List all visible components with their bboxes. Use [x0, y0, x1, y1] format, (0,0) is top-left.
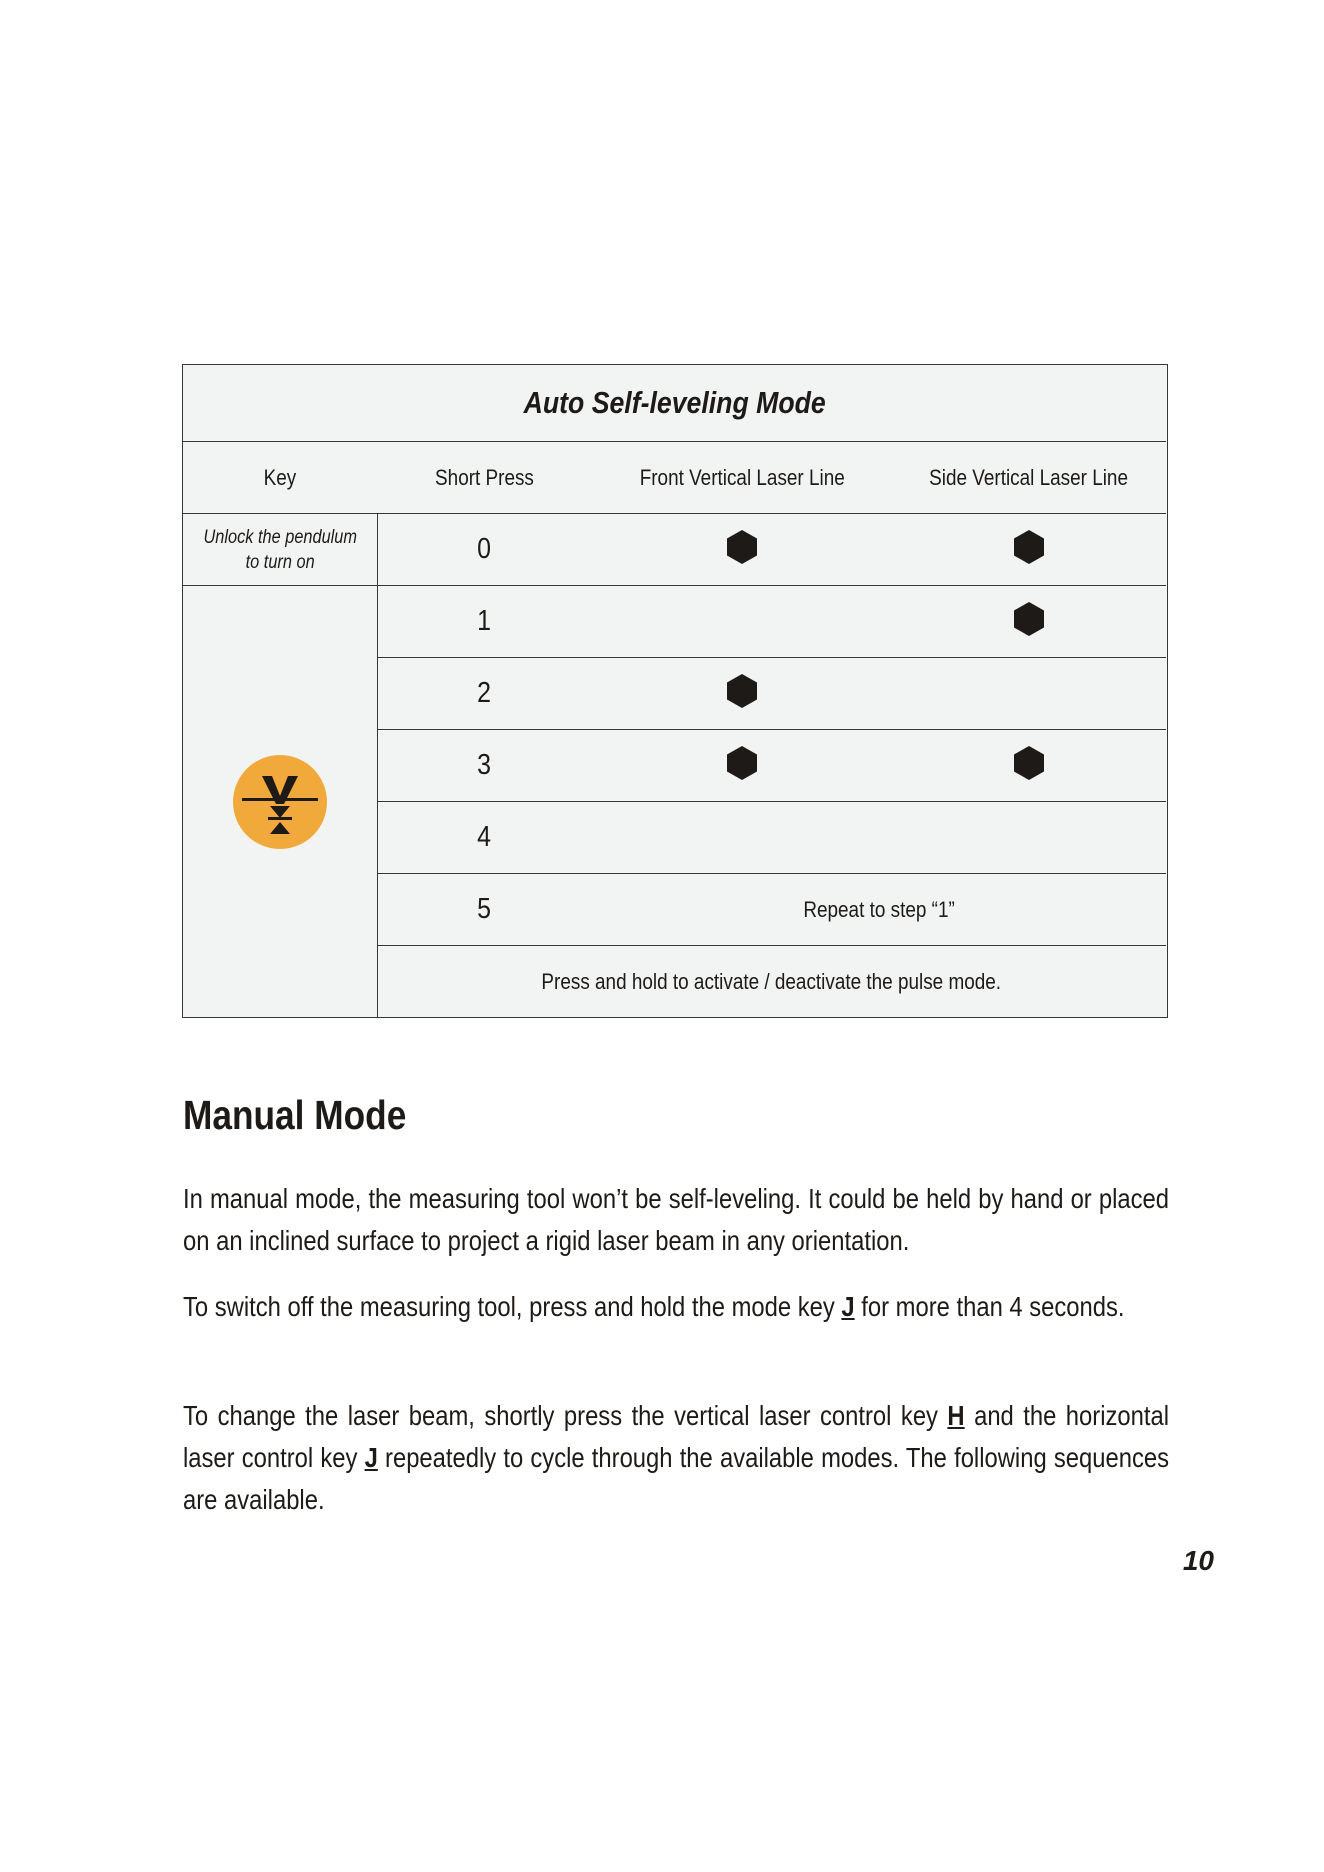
header-side-vertical: Side Vertical Laser Line [929, 464, 1129, 490]
filled-hexagon-icon [726, 745, 758, 786]
unlock-line-2: to turn on [245, 551, 315, 573]
step-cell [377, 730, 592, 801]
auto-self-leveling-table [182, 364, 1168, 1018]
paragraph-switch-off: To switch off the measuring tool, press and hold the mode key J for more than 4 seconds. [183, 1291, 1125, 1322]
paragraph-change-beam: To change the laser beam, shortly press the vertical laser control key H and the horizontal laser control key J repeatedly to cycle through the available modes. The following sequences are available. [183, 1400, 1169, 1515]
step-number: 1 [477, 605, 492, 637]
repeat-note: Repeat to step “1” [803, 896, 955, 922]
side-laser-cell [892, 514, 1166, 585]
horizontal-key-j: J [364, 1442, 378, 1473]
filled-hexagon-icon [1013, 745, 1045, 786]
step-cell [377, 514, 592, 585]
step-number: 2 [477, 677, 492, 709]
step-number: 3 [477, 749, 492, 781]
step-cell [377, 874, 592, 945]
side-laser-cell [892, 658, 1166, 729]
unlock-line-1: Unlock the pendulum [203, 526, 357, 548]
filled-hexagon-icon [1013, 601, 1045, 642]
side-laser-cell [892, 730, 1166, 801]
step-number: 5 [477, 893, 492, 925]
table-title: Auto Self-leveling Mode [523, 385, 826, 420]
header-short-press: Short Press [435, 464, 534, 490]
front-laser-cell [592, 802, 892, 873]
front-laser-cell [592, 658, 892, 729]
unlock-pendulum-cell [183, 514, 377, 585]
step-number: 0 [477, 533, 492, 565]
front-laser-cell [592, 730, 892, 801]
step-number: 4 [477, 821, 492, 853]
step-cell [377, 802, 592, 873]
filled-hexagon-icon [726, 673, 758, 714]
header-key: Key [263, 464, 297, 490]
filled-hexagon-icon [1013, 529, 1045, 570]
table-title-cell [183, 365, 1166, 441]
side-laser-cell [892, 802, 1166, 873]
mode-key-j: J [841, 1291, 855, 1322]
filled-hexagon-icon [726, 529, 758, 570]
pulse-mode-note: Press and hold to activate / deactivate the pulse mode. [541, 969, 1002, 994]
step-cell [377, 658, 592, 729]
side-laser-cell [892, 586, 1166, 657]
front-laser-cell [592, 514, 892, 585]
vertical-mode-key-icon [232, 754, 328, 850]
step-cell [377, 586, 592, 657]
section-heading: Manual Mode [183, 1092, 407, 1138]
vertical-key-h: H [947, 1400, 965, 1431]
paragraph-manual-mode: In manual mode, the measuring tool won’t be self-leveling. It could be held by hand or placed on an inclined surface to project a rigid laser beam in any orientation. [183, 1183, 1169, 1256]
vertical-key-cell [183, 586, 377, 1017]
page-number: 10 [1182, 1545, 1214, 1576]
header-front-vertical: Front Vertical Laser Line [639, 464, 845, 490]
front-laser-cell [592, 586, 892, 657]
